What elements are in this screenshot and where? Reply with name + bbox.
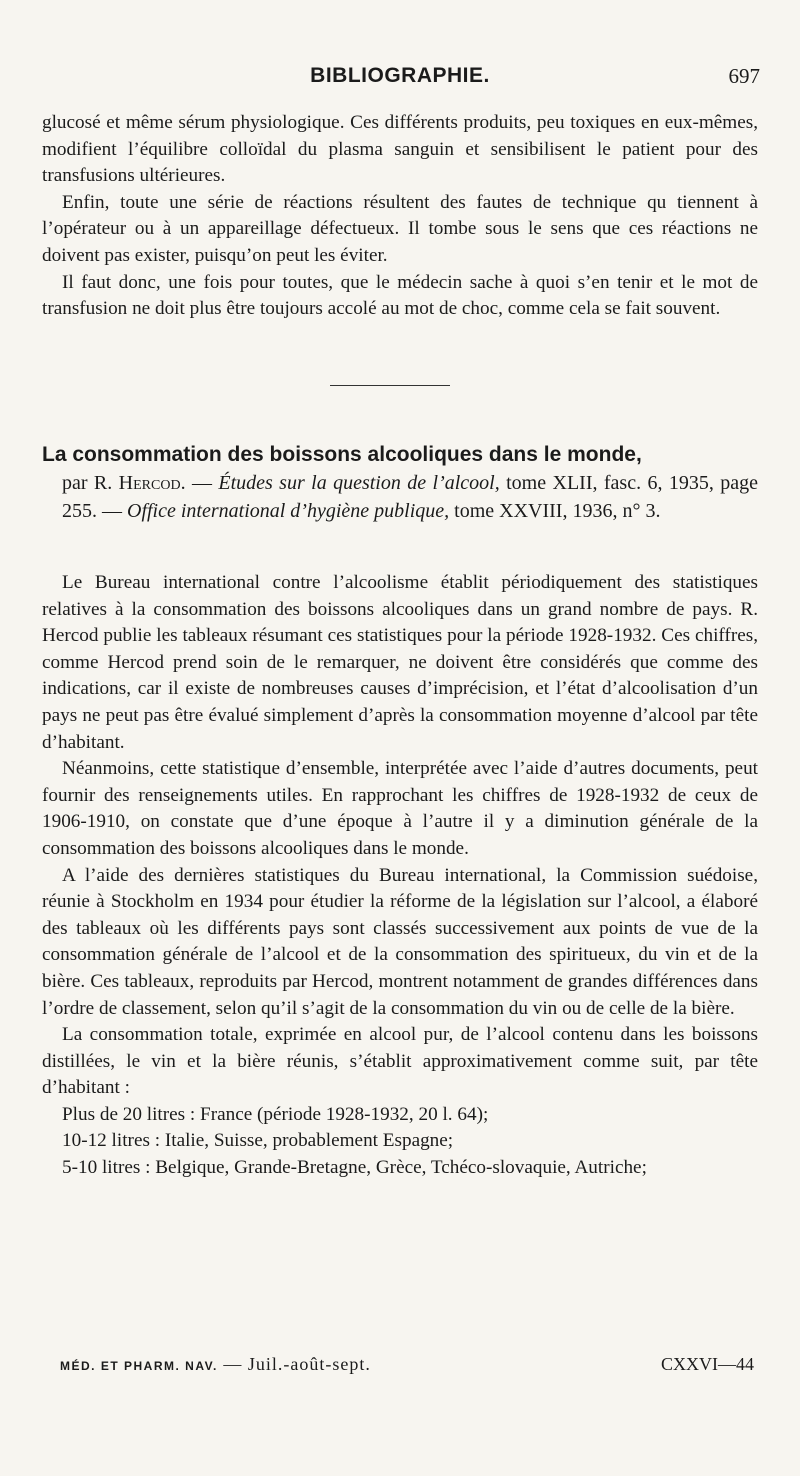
paragraph: A l’aide des dernières statistiques du Bureau international, la Commission suédoise, réunie à Stockholm en 1934 pour étudier la réforme de la législation sur l’alcool, a élaboré des tableaux où les différents pays sont classés successivement aux points de vue de la consommation générale de l’alcool et de la consommation des spiritueux, du vin et de la bière. Ces tableaux, reproduits par Hercod, montrent notamment de grandes différences dans l’ordre de classement, selon qu’il s’agit de la consommation du vin ou de celle de la bière.: [42, 864, 758, 1019]
footer-journal: [60, 1354, 371, 1375]
article-publisher: Office international d’hygiène publique,: [127, 500, 450, 522]
paragraph: Le Bureau international contre l’alcoolisme établit périodiquement des statistiques relatives à la consommation des boissons alcooliques dans un grand nombre de pays. R. Hercod publie les tableaux résumant ces statistiques pour la période 1928-1932. Ces chiffres, comme Hercod prend soin de le remarquer, ne doivent être considérés que comme des indications, car il existe de nombreuses causes d’imprécision, et l’état d’alcoolisation d’un pays ne peut pas être évalué simplement d’après la consommation moyenne d’alcool par tête d’habitant.: [42, 572, 758, 753]
page-number: 697: [728, 64, 760, 88]
paragraph: La consommation totale, exprimée en alcool pur, de l’alcool contenu dans les boissons distillées, le vin et la bière réunis, s’établit approximativement comme suit, par tête d’habitant :: [42, 1024, 758, 1099]
journal-name: MÉD. ET PHARM. NAV.: [60, 1359, 218, 1373]
paragraph: glucosé et même sérum physiologique. Ces différents produits, peu toxiques en eux-mêmes, modifient l’équilibre colloïdal du plasma sanguin et sensibilisent le patient pour des transfusions ultérieures.: [42, 112, 758, 187]
signature-mark: CXXVI—44: [661, 1354, 754, 1374]
paragraph: Néanmoins, cette statistique d’ensemble, interprétée avec l’aide d’autres documents, peut fournir des renseignements utiles. En rapprochant les chiffres de 1928-1932 de ceux de 1906-1910, on constate que d’une époque à l’autre il y a diminution générale de la consommation des boissons alcooliques dans le monde.: [42, 758, 758, 859]
article-reference: [42, 469, 758, 525]
page-footer: [60, 1354, 760, 1384]
article-heading: [42, 440, 758, 525]
article-by: par R.: [62, 472, 119, 494]
footer-dash: —: [217, 1354, 248, 1374]
continued-text: [42, 110, 758, 323]
article-work: Études sur la question de l’alcool,: [218, 472, 500, 494]
article-sep: . —: [180, 472, 219, 494]
paragraph: Il faut donc, une fois pour toutes, que le médecin sache à quoi s’en tenir et le mot de transfusion ne doit plus être toujours accolé au mot de choc, comme cela se fait souvent.: [42, 271, 758, 320]
page-header: [40, 64, 760, 94]
issue-date: Juil.-août-sept.: [247, 1354, 371, 1374]
section-divider: [330, 385, 450, 386]
article-volume-2: tome XXVIII, 1936, n° 3.: [449, 500, 661, 522]
running-title: BIBLIOGRAPHIE.: [310, 64, 490, 87]
list-item: Plus de 20 litres : France (période 1928-1932, 20 l. 64);: [62, 1103, 489, 1125]
article-volume: tome XLII, fasc. 6, 1935, page 255. —: [62, 472, 758, 522]
article-title: La consommation des boissons alcooliques dans le monde,: [42, 443, 642, 466]
review-text: [42, 570, 758, 1182]
article-author: Hercod: [118, 472, 181, 494]
list-item: 5-10 litres : Belgique, Grande-Bretagne, Grèce, Tchéco-slovaquie, Autriche;: [62, 1157, 647, 1179]
paragraph: Enfin, toute une série de réactions résultent des fautes de technique qu tiennent à l’opérateur ou à un appareillage défectueux. Il tombe sous le sens que ces réactions ne doivent pas exister, puisqu’on peut les éviter.: [42, 191, 758, 266]
list-item: 10-12 litres : Italie, Suisse, probablement Espagne;: [62, 1130, 454, 1152]
